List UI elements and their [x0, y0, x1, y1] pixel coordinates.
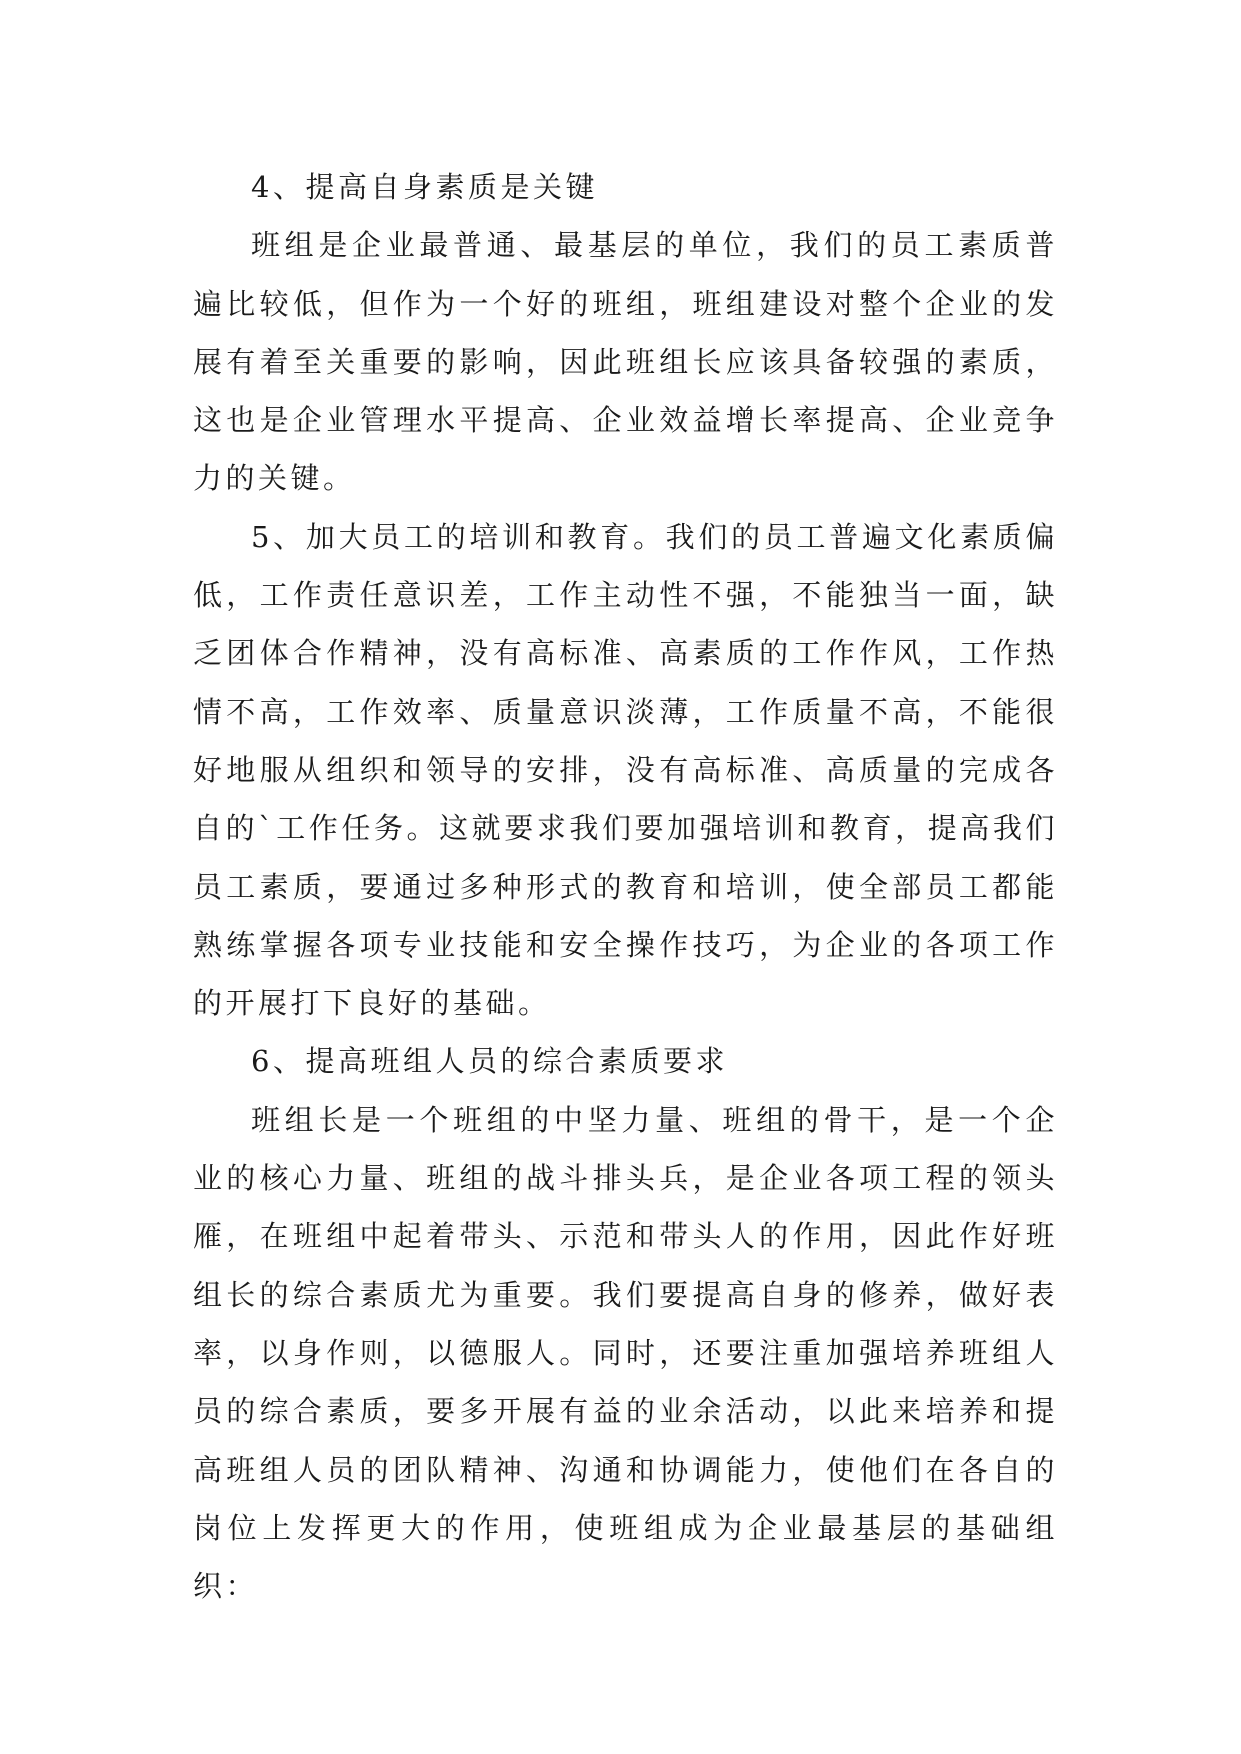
paragraph-team-leader-quality: 班组长是一个班组的中坚力量、班组的骨干，是一个企业的核心力量、班组的战斗排头兵，是企业各项工程的领头雁，在班组中起着带头、示范和带头人的作用，因此作好班组长的综合素质尤为重要。我们要提高自身的修养，做好表率，以身作则，以德服人。同时，还要注重加强培养班组人员的综合素质，要多开展有益的业余活动，以此来培养和提高班组人员的团队精神、沟通和协调能力，使他们在各自的岗位上发挥更大的作用，使班组成为企业最基层的基础组织： [193, 1102, 1058, 1604]
paragraph-training-education: 5、加大员工的培训和教育。我们的员工普遍文化素质偏低，工作责任意识差，工作主动性不强，不能独当一面，缺乏团体合作精神，没有高标准、高素质的工作作风，工作热情不高，工作效率、质量意识淡薄，工作质量不高，不能很好地服从组织和领导的安排，没有高标准、高质量的完成各自的`工作任务。这就要求我们要加强培训和教育，提高我们员工素质，要通过多种形式的教育和培训，使全部员工都能熟练掌握各项专业技能和安全操作技巧，为企业的各项工作的开展打下良好的基础。 [193, 519, 1058, 1021]
section-heading-6: 6、提高班组人员的综合素质要求 [251, 1044, 728, 1079]
document-body [193, 158, 1058, 1615]
paragraph-team-basics: 班组是企业最普通、最基层的单位，我们的员工素质普遍比较低，但作为一个好的班组，班组建设对整个企业的发展有着至关重要的影响，因此班组长应该具备较强的素质，这也是企业管理水平提高、企业效益增长率提高、企业竞争力的关键。 [193, 228, 1058, 496]
section-heading-4: 4、提高自身素质是关键 [251, 170, 598, 204]
